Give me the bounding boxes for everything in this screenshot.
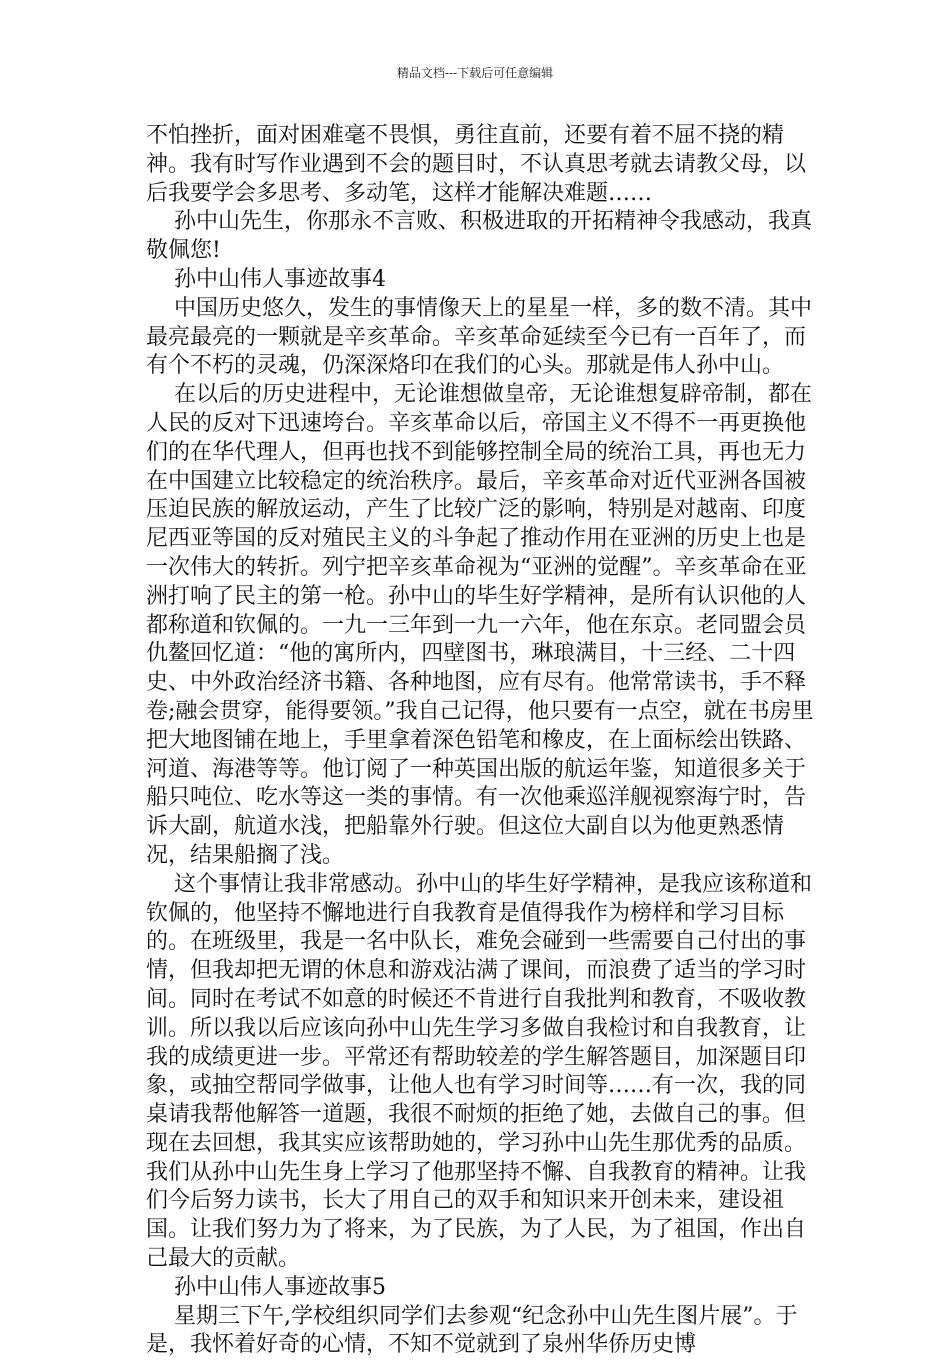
document-body xyxy=(146,122,816,1360)
section-heading: 孙中山伟人事迹故事5 xyxy=(146,1274,386,1300)
section-heading: 孙中山伟人事迹故事4 xyxy=(146,266,386,292)
paragraph: 星期三下午,学校组织同学们去参观“纪念孙中山先生图片展”。于是，我怀着好奇的心情，不知不觉就到了泉州华侨历史博 xyxy=(146,1303,798,1358)
paragraph: 中国历史悠久，发生的事情像天上的星星一样，多的数不清。其中最亮最亮的一颗就是辛亥革命。辛亥革命延续至今已有一百年了，而有个不朽的灵魂，仍深深烙印在我们的心头。那就是伟人孙中山。 xyxy=(146,295,812,379)
paragraph: 这个事情让我非常感动。孙中山的毕生好学精神，是我应该称道和钦佩的，他坚持不懈地进行自我教育是值得我作为榜样和学习目标的。在班级里，我是一名中队长，难免会碰到一些需要自己付出的事情，但我却把无谓的休息和游戏沾满了课间，而浪费了适当的学习时间。同时在考试不如意的时候还不肯进行自我批判和教育，不吸收教训。所以我以后应该向孙中山先生学习多做自我检讨和自我教育，让我的成绩更进一步。平常还有帮助较差的学生解答题目，加深题目印象，或抽空帮同学做事，让他人也有学习时间等……有一次，我的同桌请我帮他解答一道题，我很不耐烦的拒绝了她，去做自己的事。但现在去回想，我其实应该帮助她的，学习孙中山先生那优秀的品质。我们从孙中山先生身上学习了他那坚持不懈、自我教育的精神。让我们今后努力读书，长大了用自己的双手和知识来开创未来，建设祖国。让我们努力为了将来，为了民族，为了人民，为了祖国，作出自己最大的贡献。 xyxy=(146,871,812,1272)
page-header: 精品文档---下载后可任意编辑 xyxy=(396,66,554,80)
paragraph: 不怕挫折，面对困难毫不畏惧，勇往直前，还要有着不屈不挠的精神。我有时写作业遇到不会的题目时，不认真思考就去请教父母，以后我要学会多思考、多动笔，这样才能解决难题…… xyxy=(146,123,807,206)
paragraph: 在以后的历史进程中，无论谁想做皇帝，无论谁想复辟帝制，都在人民的反对下迅速垮台。辛亥革命以后，帝国主义不得不一再更换他们的在华代理人，但再也找不到能够控制全局的统治工具，再也无力在中国建立比较稳定的统治秩序。最后，辛亥革命对近代亚洲各国被压迫民族的解放运动，产生了比较广泛的影响，特别是对越南、印度尼西亚等国的反对殖民主义的斗争起了推动作用在亚洲的历史上也是一次伟大的转折。列宁把辛亥革命视为“亚洲的觉醒”。辛亥革命在亚洲打响了民主的第一枪。孙中山的毕生好学精神，是所有认识他的人都称道和钦佩的。一九一三年到一九一六年，他在东京。老同盟会员仇鳌回忆道：“他的寓所内，四壁图书，琳琅满目，十三经、二十四史、中外政治经济书籍、各种地图，应有尽有。他常常读书，手不释卷;融会贯穿，能得要领。”我自己记得，他只要有一点空，就在书房里把大地图铺在地上，手里拿着深色铅笔和橡皮，在上面标绘出铁路、河道、海港等等。他订阅了一种英国出版的航运年鉴，知道很多关于船只吨位、吃水等这一类的事情。有一次他乘巡洋舰视察海宁时，告诉大副，航道水浅，把船靠外行驶。但这位大副自以为他更熟悉情况，结果船搁了浅。 xyxy=(146,382,814,868)
paragraph: 孙中山先生，你那永不言败、积极进取的开拓精神令我感动，我真敬佩您! xyxy=(146,209,812,264)
